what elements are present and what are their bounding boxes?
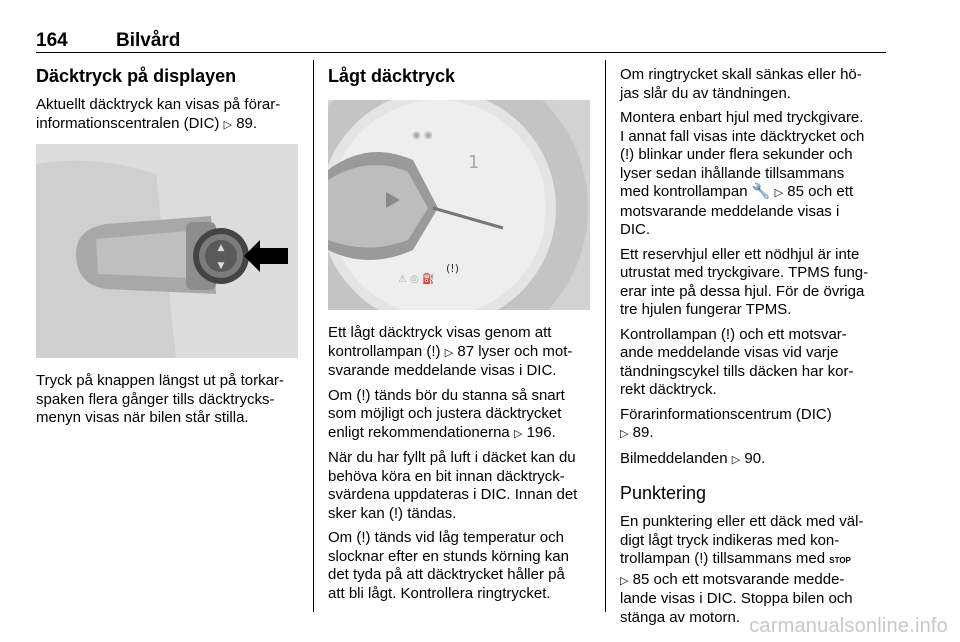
text: digt lågt tryck indikeras med kon- xyxy=(620,531,840,549)
tpms-icon: (!) xyxy=(426,342,441,360)
svg-text:⚠ ◎ ⛽: ⚠ ◎ ⛽ xyxy=(398,274,435,285)
gauge-number: 1 xyxy=(468,152,480,173)
text: 89. xyxy=(628,424,654,441)
text: rekt däcktryck. xyxy=(620,381,717,398)
text: tre hjulen fungerar TPMS. xyxy=(620,301,792,318)
wiper-stalk-illustration xyxy=(36,144,298,358)
svg-text:◉ ◉: ◉ ◉ xyxy=(412,130,433,141)
paragraph xyxy=(620,66,892,103)
text: tänds bör du stanna så snart xyxy=(370,386,565,404)
text: och ett motsvar- xyxy=(735,325,847,343)
page-number: 164 xyxy=(36,30,68,51)
text: svarande meddelande visas i DIC. xyxy=(328,362,557,379)
wiper-stalk-figure xyxy=(36,144,298,358)
text: Om xyxy=(328,386,357,404)
paragraph xyxy=(620,246,892,320)
text: spaken flera gånger tills däcktrycks- xyxy=(36,390,275,408)
tpms-icon: (!) xyxy=(356,529,371,546)
text: Förarinformationscentrum (DIC) xyxy=(620,405,832,423)
page-reference-icon: ▷ xyxy=(223,118,233,131)
text: I annat fall visas inte däcktrycket och xyxy=(620,127,865,145)
page-reference-icon: ▷ xyxy=(513,427,523,440)
text: Om ringtrycket skall sänkas eller hö- xyxy=(620,66,862,83)
paragraph xyxy=(620,109,892,240)
text: sker kan xyxy=(328,504,389,522)
paragraph xyxy=(620,450,892,470)
tpms-icon: (!) xyxy=(356,386,371,404)
text: lyser sedan ihållande tillsammans xyxy=(620,164,845,182)
text: 85 och ett xyxy=(783,183,854,200)
text: 196. xyxy=(522,423,556,441)
text: svärdena uppdateras i DIC. Innan det xyxy=(328,486,578,503)
paragraph xyxy=(328,324,596,381)
column-3 xyxy=(620,66,892,633)
page-reference-icon: ▷ xyxy=(620,574,629,587)
paragraph xyxy=(36,96,304,134)
instrument-cluster-figure xyxy=(328,100,590,310)
page-reference-icon: ▷ xyxy=(444,346,454,359)
column-1 xyxy=(36,58,304,434)
text: tillsammans med xyxy=(708,550,830,567)
text: det tyda på att däcktrycket håller på xyxy=(328,566,565,583)
paragraph xyxy=(620,326,892,400)
svg-text:▼: ▼ xyxy=(217,261,225,271)
paragraph xyxy=(328,529,596,603)
text: tänds vid låg temperatur och xyxy=(370,529,564,546)
text: Montera enbart hjul med tryckgivare. xyxy=(620,109,864,126)
text: tändas. xyxy=(403,504,457,522)
text: informationscentralen (DIC) xyxy=(36,114,224,132)
column-2 xyxy=(328,58,596,609)
page-reference-icon: ▷ xyxy=(620,428,629,440)
chapter-title: Bilvård xyxy=(116,30,181,51)
wrench-icon: 🔧 xyxy=(751,183,771,200)
text: En punktering eller ett däck med väl- xyxy=(620,513,864,530)
instrument-cluster-illustration xyxy=(328,100,590,310)
page-reference-icon: ▷ xyxy=(774,187,784,199)
text: 85 och ett motsvarande medde- xyxy=(628,570,845,588)
text: med kontrollampan xyxy=(620,183,752,200)
text: menyn visas när bilen står stilla. xyxy=(36,409,249,426)
section-heading-low-tire-pressure: Lågt däcktryck xyxy=(328,66,456,86)
text: ande meddelande visas vid varje xyxy=(620,344,839,361)
text: 87 lyser och mot- xyxy=(453,342,573,360)
tpms-icon: (!) xyxy=(694,550,709,567)
text: slocknar efter en stunds körning kan xyxy=(328,547,569,565)
paragraph xyxy=(328,387,596,444)
section-heading-tire-pressure-display: Däcktryck på displayen xyxy=(36,66,237,86)
text: kontrollampan xyxy=(328,342,427,360)
text: jas slår du av tändningen. xyxy=(620,84,791,102)
text: behöva köra en bit innan däcktryck- xyxy=(328,467,565,485)
text: motsvarande meddelande visas i xyxy=(620,202,840,220)
text: Om xyxy=(328,529,357,546)
text: tändningscykel tills däcken har kor- xyxy=(620,362,854,380)
page-reference-icon: ▷ xyxy=(731,453,741,466)
text: Ett lågt däcktryck visas genom att xyxy=(328,324,552,341)
paragraph xyxy=(620,513,892,627)
paragraph xyxy=(328,449,596,523)
stop-icon: STOP xyxy=(829,556,851,565)
text: blinkar under flera sekunder och xyxy=(634,146,853,163)
text: 89. xyxy=(232,114,258,132)
tpms-icon: (!) xyxy=(620,146,635,163)
text: När du har fyllt på luft i däcket kan du xyxy=(328,449,576,466)
section-heading-puncture: Punktering xyxy=(620,483,707,503)
paragraph xyxy=(620,406,892,444)
text: Bilmeddelanden xyxy=(620,449,732,467)
text: enligt rekommendationerna xyxy=(328,423,514,441)
page-header xyxy=(36,30,886,52)
text: erar inte på dessa hjul. För de övriga xyxy=(620,282,865,300)
column-divider-1 xyxy=(313,60,314,612)
text: Aktuellt däcktryck kan visas på förar- xyxy=(36,96,281,113)
header-divider xyxy=(36,52,886,53)
tpms-icon: (!) xyxy=(388,504,404,522)
text: Kontrollampan xyxy=(620,325,721,343)
tpms-warning-icon: (!) xyxy=(446,262,459,275)
svg-text:▲: ▲ xyxy=(217,243,225,253)
column-divider-2 xyxy=(605,60,606,612)
text: som möjligt och justera däcktrycket xyxy=(328,405,562,422)
text: lande visas i DIC. Stoppa bilen och xyxy=(620,590,853,607)
paragraph xyxy=(36,372,304,428)
text: att bli lågt. Kontrollera ringtrycket. xyxy=(328,584,551,602)
text: DIC. xyxy=(620,221,650,238)
watermark: carmanualsonline.info xyxy=(749,615,948,637)
text: stänga av motorn. xyxy=(620,608,741,626)
text: Tryck på knappen längst ut på torkar- xyxy=(36,372,284,389)
text: Ett reservhjul eller ett nödhjul är inte xyxy=(620,245,860,263)
text: utrustat med tryckgivare. TPMS fung- xyxy=(620,264,869,281)
tpms-icon: (!) xyxy=(720,325,736,343)
text: 90. xyxy=(740,449,766,467)
text: trollampan xyxy=(620,550,695,567)
